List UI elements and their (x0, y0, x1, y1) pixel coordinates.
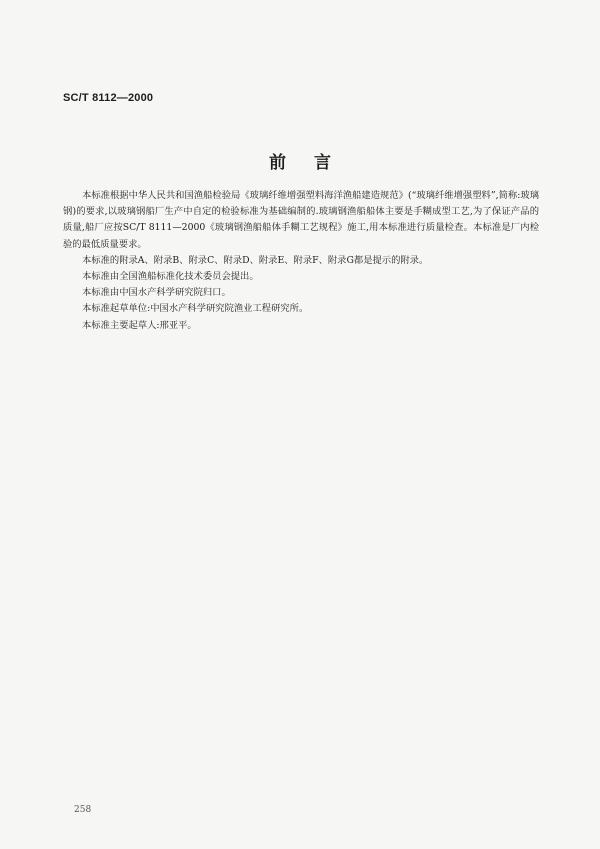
paragraph-drafting-unit: 本标准起草单位:中国水产科学研究院渔业工程研究所。 (82, 303, 309, 315)
page-title: 前言 (269, 153, 359, 173)
standard-code: SC/T 8112—2000 (63, 92, 154, 104)
paragraph-appendices: 本标准的附录A、附录B、附录C、附录D、附录E、附录F、附录G都是提示的附录。 (82, 254, 429, 266)
paragraph-centralized-by: 本标准由中国水产科学研究院归口。 (82, 287, 231, 299)
paragraph-main-drafter: 本标准主要起草人:邢亚平。 (82, 319, 197, 331)
page-number: 258 (74, 805, 92, 815)
paragraph-proposed-by: 本标准由全国渔船标准化技术委员会提出。 (82, 271, 259, 283)
foreword-body (63, 188, 539, 334)
paragraph-scope: 本标准根据中华人民共和国渔船检验局《玻璃纤维增强塑料海洋渔船建造规范》(“玻璃纤维增强塑料”,简称:玻璃钢)的要求,以玻璃钢船厂生产中自定的检验标准为基础编制的.玻璃钢渔船船体主要是手糊成型工艺,为了保证产品的质量,船厂应按SC/T 8111—2000《玻璃钢渔船船体手糊工艺规程》施工,用本标准进行质量检查。本标准是厂内检验的最低质量要求。 (63, 190, 539, 250)
